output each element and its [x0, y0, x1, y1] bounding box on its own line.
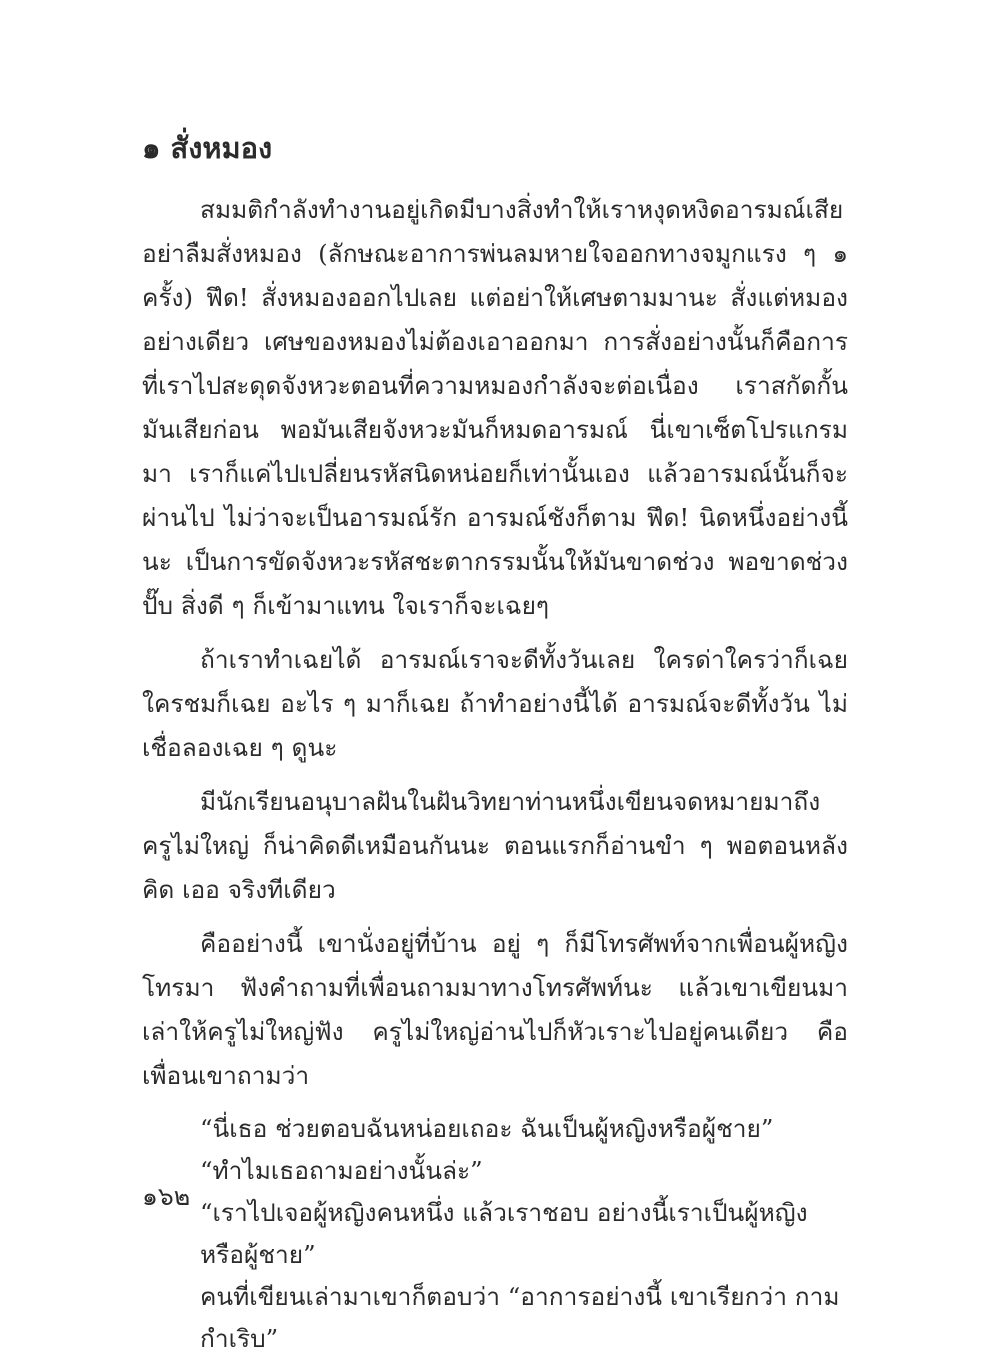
section-number: ๑ — [142, 131, 161, 165]
page-number: ๑๖๒ — [142, 1182, 191, 1211]
paragraph-1: สมมติกำลังทำงานอยู่เกิดมีบางสิ่งทำให้เราหงุดหงิดอารมณ์เสีย อย่าลืมสั่งหมอง (ลักษณะอาการพ่นลมหายใจออกทางจมูกแรง ๆ ๑ ครั้ง) ฟึด! สั่งหมองออกไปเลย แต่อย่าให้เศษตามมานะ สั่งแต่หมองอย่างเดียว เศษของหมองไม่ต้องเอาออกมา การสั่งอย่างนั้นก็คือการที่เราไปสะดุดจังหวะตอนที่ความหมองกำลังจะต่อเนื่อง เราสกัดกั้นมันเสียก่อน พอมันเสียจังหวะมันก็หมดอารมณ์ นี่เขาเซ็ตโปรแกรมมา เราก็แค่ไปเปลี่ยนรหัสนิดหน่อยก็เท่านั้นเอง แล้วอารมณ์นั้นก็จะผ่านไป ไม่ว่าจะเป็นอารมณ์รัก อารมณ์ชังก็ตาม ฟึด! นิดหนึ่งอย่างนี้นะ เป็นการขัดจังหวะรหัสชะตากรรมนั้นให้มันขาดช่วง พอขาดช่วงปั๊บ สิ่งดี ๆ ก็เข้ามาแทน ใจเราก็จะเฉยๆ — [142, 195, 848, 620]
dialogue-line-3: “เราไปเจอผู้หญิงคนหนึ่ง แล้วเราชอบ อย่างนี้เราเป็นผู้หญิงหรือผู้ชาย” — [200, 1198, 808, 1269]
dialogue-line-4: คนที่เขียนเล่ามาเขาก็ตอบว่า “อาการอย่างนี้ เขาเรียกว่า กามกำเริบ” — [200, 1282, 840, 1353]
body-text — [142, 188, 848, 1360]
dialogue-line-2: “ทำไมเธอถามอย่างนั้นล่ะ” — [200, 1156, 483, 1185]
paragraph-3: มีนักเรียนอนุบาลฝันในฝันวิทยาท่านหนึ่งเขียนจดหมายมาถึงครูไม่ใหญ่ ก็น่าคิดดีเหมือนกันนะ ตอนแรกก็อ่านขำ ๆ พอตอนหลังคิด เออ จริงทีเดียว — [142, 787, 848, 904]
paragraph-2: ถ้าเราทำเฉยได้ อารมณ์เราจะดีทั้งวันเลย ใครด่าใครว่าก็เฉย ใครชมก็เฉย อะไร ๆ มาก็เฉย ถ้าทำอย่างนี้ได้ อารมณ์จะดีทั้งวัน ไม่เชื่อลองเฉย ๆ ดูนะ — [142, 645, 848, 762]
dialogue-line-1: “นี่เธอ ช่วยตอบฉันหน่อยเถอะ ฉันเป็นผู้หญิงหรือผู้ชาย” — [200, 1114, 774, 1143]
section-heading — [142, 128, 272, 168]
paragraph-4: คืออย่างนี้ เขานั่งอยู่ที่บ้าน อยู่ ๆ ก็มีโทรศัพท์จากเพื่อนผู้หญิงโทรมา ฟังคำถามที่เพื่อนถามมาทางโทรศัพท์นะ แล้วเขาเขียนมาเล่าให้ครูไม่ใหญ่ฟัง ครูไม่ใหญ่อ่านไปก็หัวเราะไปอยู่คนเดียว คือเพื่อนเขาถามว่า — [142, 929, 848, 1090]
section-title: สั่งหมอง — [170, 131, 273, 165]
